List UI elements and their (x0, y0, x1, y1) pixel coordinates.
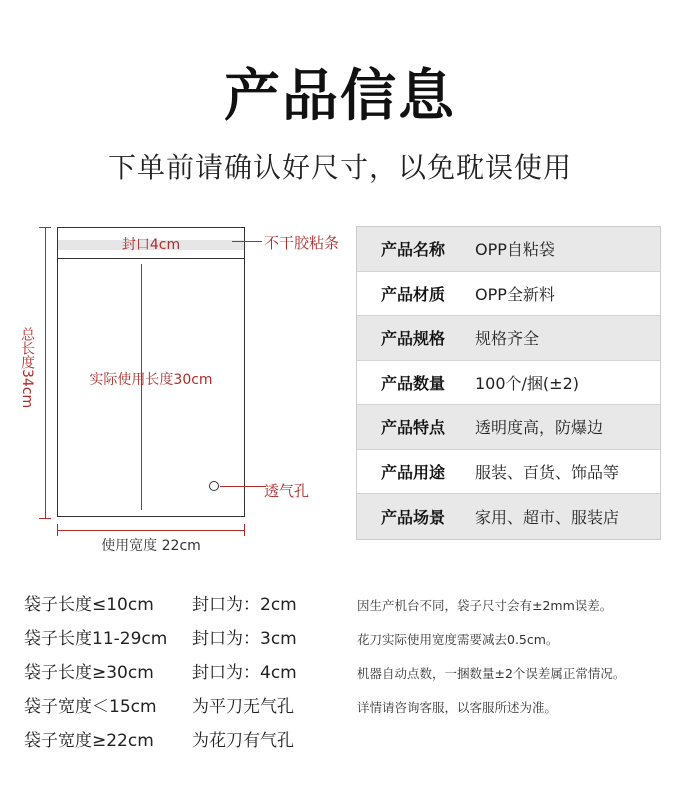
size-rules-list (24, 590, 344, 760)
note-item: 花刀实际使用宽度需要减去0.5cm。 (357, 632, 559, 647)
list-item (24, 658, 344, 692)
note-item: 机器自动点数，一捆数量±2个误差属正常情况。 (357, 666, 626, 681)
info-row (357, 272, 660, 317)
info-row (357, 450, 660, 495)
rule-condition: 袋子长度≥30cm (24, 663, 154, 683)
rule-result: 封口为：3cm (192, 629, 297, 649)
bag-diagram (0, 215, 350, 555)
seal-line (58, 258, 244, 259)
page-subtitle: 下单前请确认好尺寸，以免耽误使用 (107, 151, 572, 184)
rule-condition: 袋子宽度≥22cm (24, 731, 154, 751)
info-row (357, 361, 660, 406)
info-key: 产品规格 (381, 329, 446, 349)
total-length-label: 总长度34cm (19, 327, 35, 409)
rule-result: 为平刀无气孔 (192, 697, 294, 717)
page-title: 产品信息 (224, 64, 456, 129)
info-value: 服装、百货、饰品等 (475, 462, 620, 482)
info-row (357, 316, 660, 361)
info-key: 产品数量 (381, 373, 446, 393)
list-item (24, 624, 344, 658)
rule-condition: 袋子长度≤10cm (24, 595, 154, 615)
info-value: OPP自粘袋 (475, 240, 555, 260)
use-width-label: 使用宽度 22cm (101, 538, 201, 554)
info-value: 家用、超市、服装店 (475, 507, 620, 527)
info-row (357, 494, 660, 539)
bag-outline (57, 227, 245, 517)
info-value: 透明度高，防爆边 (475, 418, 604, 438)
rule-condition: 袋子宽度＜15cm (24, 697, 157, 717)
notes-list (357, 596, 677, 732)
product-info-table (356, 226, 661, 540)
total-length-tick-top (39, 227, 51, 228)
vent-hole-pointer (220, 486, 266, 487)
seal-label: 封口4cm (121, 237, 181, 253)
info-key: 产品特点 (381, 418, 446, 438)
info-row (357, 227, 660, 272)
info-value: 规格齐全 (475, 329, 540, 349)
rule-result: 封口为：4cm (192, 663, 297, 683)
total-length-tick-bottom (39, 518, 51, 519)
width-line (57, 530, 245, 531)
info-key: 产品材质 (381, 284, 446, 304)
note-item: 因生产机台不同，袋子尺寸会有±2mm误差。 (357, 598, 613, 613)
list-item (24, 726, 344, 760)
info-key: 产品场景 (381, 507, 446, 527)
info-value: OPP全新料 (475, 284, 555, 304)
non-glue-pointer (232, 241, 262, 242)
rule-condition: 袋子长度11-29cm (24, 629, 168, 649)
non-glue-label: 不干胶粘条 (264, 234, 340, 252)
info-key: 产品用途 (381, 462, 446, 482)
vent-hole-icon (209, 481, 219, 491)
rule-result: 封口为：2cm (192, 595, 297, 615)
total-length-line (45, 227, 46, 519)
note-item: 详情请咨询客服，以客服所述为准。 (357, 700, 558, 715)
list-item (24, 590, 344, 624)
use-length-label: 实际使用长度30cm (89, 372, 213, 388)
list-item (24, 692, 344, 726)
info-row (357, 405, 660, 450)
info-key: 产品名称 (381, 240, 446, 260)
info-value: 100个/捆(±2) (475, 373, 580, 393)
vent-hole-label: 透气孔 (264, 482, 310, 500)
rule-result: 为花刀有气孔 (192, 731, 294, 751)
